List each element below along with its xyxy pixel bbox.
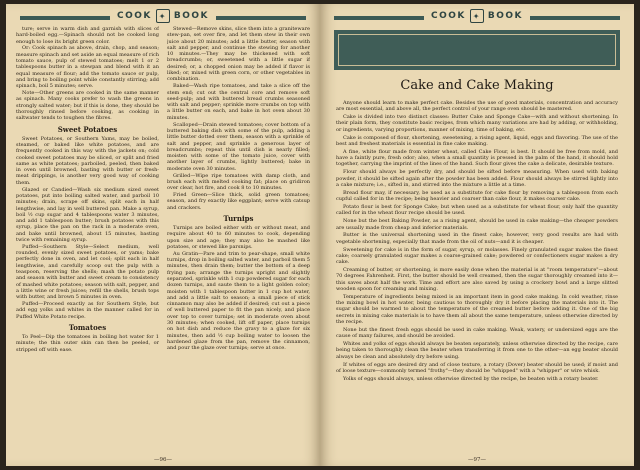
recipe-paragraph: Au Gratin—Pare and trim to pear-shape, small white turnips, drop in boiling salted water, and parboil them 5 minutes, then drain them; butter the bottom of a deep frying pan; arrange the turnips upright and slightly separated, sprinkle with 1 cup powdered sugar for each dozen turnips, and saute them to a light golden color; moisten with 1 tablespoon butter in 1 cup hot water, and add a little salt to season; a small piece of stick cinnamon may also be added if desired; cut out a piece of well buttered paper to fit the pan nicely, and place over top to cover turnips; set in moderate oven about 30 minutes; when cooked, lift off paper, place turnips on hot dish and reduce the gravy to a glaze for six minutes, then add ½ cup boiling water to loosen the hardened glaze from the pan, remove the cinnamon, and pour the glaze over turnips; serve at once. bbox=[167, 250, 310, 352]
section-heading: Tomatoes bbox=[68, 323, 107, 333]
header-word-book: BOOK bbox=[487, 11, 524, 21]
open-cookbook bbox=[6, 4, 634, 466]
body-paragraph: Sweetening for cake is in the form of sugar, syrup, or molasses. Finely granulated sugar makes the finest cake; coarsely granulated sugar makes a coarse-grained cake; powdered or confectioners sugar makes a dry cake. bbox=[336, 246, 618, 266]
recipe-paragraph: ture; serve in warm dish and garnish with slices of hard-boiled egg.—Spinach should not be cooked long enough to lose its bright green color. bbox=[16, 26, 159, 45]
left-columns bbox=[16, 26, 310, 452]
recipe-paragraph: Note—Other greens are cooked in the same manner as spinach. Many cooks prefer to wash the greens in strongly salted water; but if this is done, they should be thoroughly rinsed before cooking, as cooking in saltwater tends to toughen the fibres. bbox=[16, 90, 159, 122]
recipe-paragraph: Turnips are boiled either with or without meat, and require about 40 to 60 minutes to cook, depending upon size and age; they may also be mashed like potatoes, or stewed like parsnips. bbox=[167, 224, 310, 250]
body-paragraph: Whites and yolks of eggs should always be beaten separately, unless otherwise directed by the recipe, care being taken to thoroughly clean the beater when transferring it from one to the other—an egg beater should always be clean and absolutely dry before using. bbox=[336, 341, 618, 360]
section-heading: Sweet Potatoes bbox=[57, 124, 118, 134]
recipe-paragraph: Puffed—Southern Style—Select medium, well rounded, evenly sized sweet potatoes, or yams; bake perfectly done in oven, and let cool; split each in half lengthwise, and carefully scoop out the pulp with a teaspoon, reserving the shells; mash the potato pulp and season with butter and sweet cream to consistency of mashed white potatoes; season with salt, pepper, and a little wine or fresh juices; refill the shells, brush tops with butter, and brown 5 minutes in oven. bbox=[16, 243, 159, 301]
body-paragraph: Butter is the universal shortening used in the finest cake; however, very good results are had with vegetable shortening, especially that made from the oil of nuts—and it is cheaper. bbox=[336, 232, 618, 245]
cookbook-emblem-icon: ✦ bbox=[470, 9, 484, 23]
body-paragraph: None but the finest fresh eggs should be used in cake making. Weak, watery, or undersized eggs are the cause of many failures, and should be avoided. bbox=[336, 326, 618, 340]
header-title bbox=[113, 9, 213, 23]
page-number: —96— bbox=[154, 457, 172, 463]
page-header bbox=[320, 8, 634, 24]
decorative-banner bbox=[334, 30, 620, 70]
left-page bbox=[6, 4, 320, 466]
body-paragraph: Yolks of eggs should always, unless otherwise directed by the recipe, be beaten with a rotary beater. bbox=[343, 375, 599, 382]
left-column-1 bbox=[16, 26, 159, 452]
body-paragraph: Anyone should learn to make perfect cake. Besides the use of good materials, concentration and accuracy are most essential, and above all, the perfect control of your range oven should be mastered. bbox=[336, 100, 618, 113]
header-word-cook: COOK bbox=[116, 11, 152, 21]
body-paragraph: Cake is composed of flour, shortening, sweetening, a rising agent, liquid, eggs and flavoring. The use of the best and freshest materials is essential in fine cake making. bbox=[336, 134, 618, 147]
recipe-paragraph: Sweet Potatoes, or Southern Yams, may be boiled, steamed, or baked like white potatoes, and are frequently cooked in this way with the jackets on; cold cooked sweet potatoes may be sliced, or split and fried same as white potatoes; parboiled, peeled, then baked in oven until browned, basting with butter or fresh-meat drippings, is another very good way of cooking them. bbox=[16, 135, 159, 186]
recipe-paragraph: Scalloped—Drain stewed tomatoes; cover bottom of a buttered baking dish with some of the pulp, adding a little butter dotted over them, season with a sprinkle of salt and pepper, and sprinkle a generous layer of breadcrumbs; repeat this until dish is nearly filled; moisten with some of the tomato juice, cover with another layer of crumbs, lightly buttered; bake in moderate oven 30 minutes. bbox=[167, 121, 310, 172]
page-header bbox=[6, 8, 320, 24]
body-paragraph: Temperature of ingredients being mixed is an important item in good cake making. In cold weather, rinse the mixing bowl in hot water, being cautious to thoroughly dry it before placing the materials into it. The sugar should be warmed to about the temperature of the creamed butter before adding it. One of the big secrets in mixing cake materials is to have them all about the same temperature, unless otherwise directed by the recipe. bbox=[336, 293, 618, 326]
section-heading: Turnips bbox=[223, 213, 254, 223]
chapter-body bbox=[336, 100, 618, 452]
recipe-paragraph: Puffed—Proceed exactly as for Southern Style, but add egg yolks and whites in the manner called for in Puffed White Potato recipe. bbox=[16, 301, 159, 320]
body-paragraph: Creaming of butter, or shortening, is more easily done when the material is at "room temperature"—about 70 degrees Fahrenheit. First, the butter should be well creamed, then the sugar thoroughly creamed into it—this saves about half the work. Time and effort are also saved by using a crockery bowl and a large slitted wooden spoon for creaming and mixing. bbox=[336, 267, 618, 292]
body-paragraph: Cake is divided into two distinct classes: Butter Cake and Sponge Cake—with and without shortening. In their plain form, they constitute basic recipes, from which many variations are had by adding, or withholding, or ingredients, varying proportions, manner of mixing, time of baking, etc. bbox=[336, 114, 618, 133]
recipe-paragraph: To Peel—Dip the tomatoes in boiling hot water for 1 minute; the thin outer skin can then be peeled, or stripped off with ease. bbox=[16, 334, 159, 353]
recipe-paragraph: Baked—Wash ripe tomatoes, and take a slice off the stem end; cut out the central core and remove soft seed-pulp; and with buttered bread crumbs seasoned with salt and pepper; sprinkle more crumbs on top with a little butter on each, and bake in hot oven about 30 minutes. bbox=[167, 83, 310, 121]
right-page bbox=[320, 4, 634, 466]
body-paragraph: A fine, white flour made from winter wheat, called Cake Flour, is best. It should be free from mold, and have a faintly pure, fresh odor; also, when a small quantity is pressed in the palm of the hand, it should hold together, carrying the imprint of the lines of the hand. Such flour gives the cake a delicate, desirable texture. bbox=[336, 148, 618, 168]
page-number: —97— bbox=[468, 457, 486, 463]
header-title bbox=[427, 9, 527, 23]
recipe-paragraph: Or: Cook spinach as above, drain, chop, and season; measure spinach and set aside an equal measure of rich tomato sauce, pulp of stewed tomatoes; melt 1 or 2 tablespoons butter in a stewpan and blend with it an equal measure of flour; add the tomato sauce or pulp, and bring to boiling point while constantly stirring; add spinach, boil 5 minutes; serve. bbox=[16, 45, 159, 90]
header-word-book: BOOK bbox=[173, 11, 210, 21]
chapter-title: Cake and Cake Making bbox=[400, 78, 554, 93]
body-paragraph: Flour should always be perfectly dry, and should be sifted before measuring. When used with baking powder, it should be sifted again after the powder has been added. Flour should always be stirred lightly into a cake mixture; i.e., sifted in, and stirred into the mixture a little at a time. bbox=[336, 169, 618, 188]
cookbook-emblem-icon: ✦ bbox=[156, 9, 170, 23]
body-paragraph: Potato flour is best for Sponge Cake; but when used as a substitute for wheat flour, only half the quantity called for in the wheat flour recipe should be used. bbox=[336, 204, 618, 217]
recipe-paragraph: Fried Green—Slice thick, solid green tomatoes; season, and fry exactly like eggplant; serve with catsup and crackers. bbox=[167, 192, 310, 211]
left-column-2 bbox=[167, 26, 310, 452]
recipe-paragraph: Glazed or Candied—Wash six medium sized sweet potatoes, put into boiling salted water, and parboil 10 minutes; drain, scrape off skins, split each in half lengthwise, and lay in well buttered pan. Make a syrup, boil ½ cup sugar and 4 tablespoons water 3 minutes, and add 1 tablespoon butter; brush potatoes with this syrup, place the pan on the rack in a moderate oven, and bake until browned, about 15 minutes, basting twice with remaining syrup. bbox=[16, 186, 159, 243]
header-word-cook: COOK bbox=[430, 11, 466, 21]
recipe-paragraph: Stewed—Remove skins, slice them into a graniteware stew-pan, set over fire, and let them stew in their own juice about 20 minutes; add a little butter, season with salt and pepper, and continue the stewing for another 10 minutes.—They may be thickened with soft breadcrumbs; or, sweetened with a little sugar if desired; or, a chopped onion may be added if flavor is liked; or, mixed with green corn, or other vegetables in combination. bbox=[167, 26, 310, 83]
body-paragraph: None but the best Baking Powder, as a rising agent, should be used in cake making—the cheaper powders are usually made from cheap and inferior materials. bbox=[336, 218, 618, 231]
body-paragraph: If whites of eggs are desired dry and of close texture, a rotary (Dover) beater should be used; if moist and of loose texture—commonly termed "frothy"—they should be "whipped" with a "whipper" or wire whisk. bbox=[336, 361, 618, 374]
body-paragraph: Bread flour may, if necessary, be used as a substitute for cake flour by removing a tablespoon from each cupful called for in the recipe; being heavier and coarser than cake flour, it makes coarser cake. bbox=[336, 189, 618, 203]
recipe-paragraph: Grilled—Wipe ripe tomatoes with damp cloth, and brush each with melted cooking fat; place on gridiron over clear, hot fire, and cook 8 to 10 minutes. bbox=[167, 172, 310, 192]
